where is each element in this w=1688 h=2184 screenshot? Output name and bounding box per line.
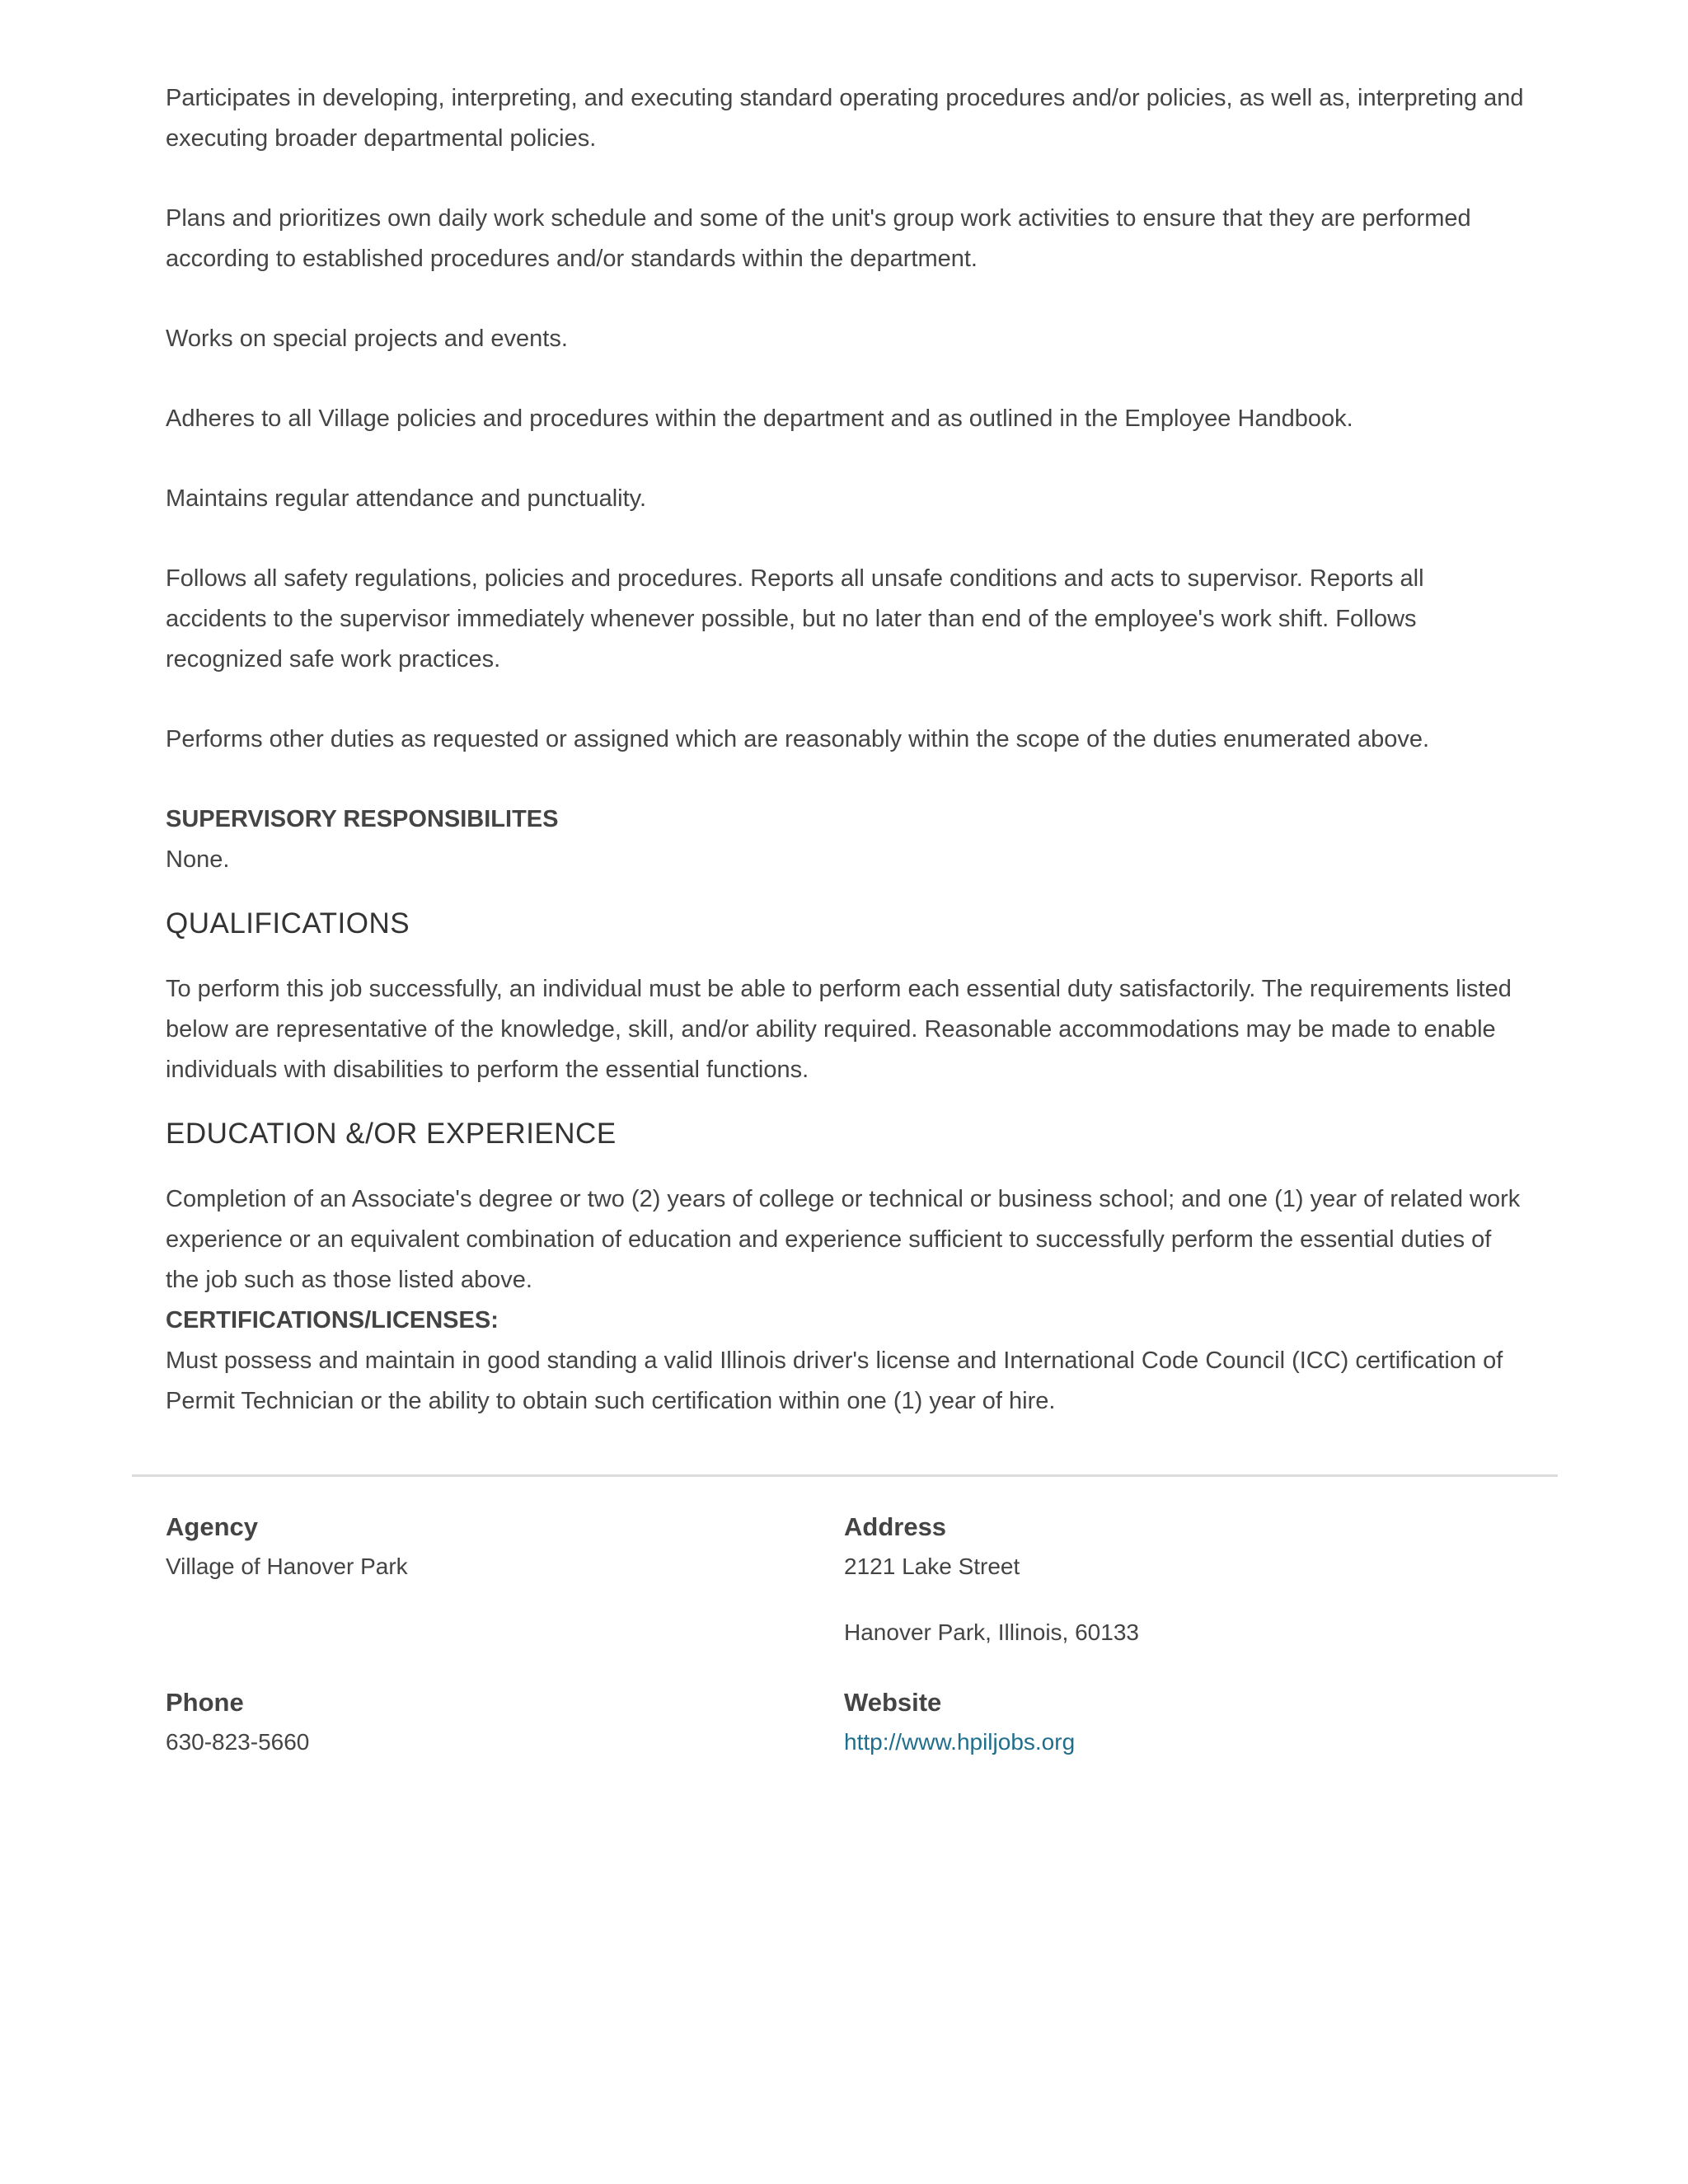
- agency-value: Village of Hanover Park: [166, 1554, 408, 1579]
- address-line2: Hanover Park, Illinois, 60133: [844, 1619, 1139, 1645]
- section-divider: [132, 1474, 1558, 1477]
- agency-label: Agency: [166, 1512, 258, 1541]
- duty-paragraph: Plans and prioritizes own daily work schedule and some of the unit's group work activities to ensure that they are performed according to established procedures and/or standards within the department.: [166, 205, 1471, 272]
- job-description-content: [166, 78, 1526, 1422]
- education-text: Completion of an Associate's degree or two (2) years of college or technical or business school; and one (1) year of related work experience or an equivalent combination of education and experience sufficient to successfully perform the essential duties of the job such as those listed above.: [166, 1186, 1521, 1293]
- agency-block: [166, 1507, 792, 1586]
- certifications-heading: CERTIFICATIONS/LICENSES:: [166, 1307, 499, 1333]
- website-link[interactable]: http://www.hpiljobs.org: [844, 1729, 1076, 1755]
- address-block: [844, 1507, 1470, 1652]
- supervisory-heading: SUPERVISORY RESPONSIBILITES: [166, 806, 559, 832]
- website-block: [844, 1683, 1470, 1762]
- certifications-text: Must possess and maintain in good standing a valid Illinois driver's license and International Code Council (ICC) certification of Permit Technician or the ability to obtain such certification within one (1) year of hire.: [166, 1347, 1503, 1414]
- qualifications-heading: QUALIFICATIONS: [166, 907, 410, 940]
- qualifications-text: To perform this job successfully, an individual must be able to perform each essential duty satisfactorily. The requirements listed below are representative of the knowledge, skill, and/or ability required. Reasonable accommodations may be made to enable individuals with disabilities to perform the essential functions.: [166, 976, 1512, 1083]
- duty-paragraph: Works on special projects and events.: [166, 326, 568, 352]
- duty-paragraph: Follows all safety regulations, policies and procedures. Reports all unsafe conditions and acts to supervisor. Reports all accidents to the supervisor immediately whenever possible, but no later than end of the employee's work shift. Follows recognized safe work practices.: [166, 565, 1424, 673]
- duty-paragraph: Adheres to all Village policies and procedures within the department and as outlined in the Employee Handbook.: [166, 405, 1353, 432]
- duty-paragraph: Performs other duties as requested or assigned which are reasonably within the scope of the duties enumerated above.: [166, 726, 1430, 752]
- website-value: [844, 1722, 1470, 1762]
- supervisory-text: None.: [166, 846, 230, 873]
- address-label: Address: [844, 1512, 947, 1541]
- phone-label: Phone: [166, 1688, 244, 1717]
- address-line1: 2121 Lake Street: [844, 1554, 1020, 1579]
- duty-paragraph: Maintains regular attendance and punctuality.: [166, 485, 647, 512]
- phone-value: 630-823-5660: [166, 1729, 310, 1755]
- website-label: Website: [844, 1688, 942, 1717]
- phone-block: [166, 1683, 792, 1762]
- duty-paragraph: Participates in developing, interpreting, and executing standard operating procedures and/or policies, as well as, interpreting and executing broader departmental policies.: [166, 85, 1524, 152]
- education-heading: EDUCATION &/OR EXPERIENCE: [166, 1118, 617, 1150]
